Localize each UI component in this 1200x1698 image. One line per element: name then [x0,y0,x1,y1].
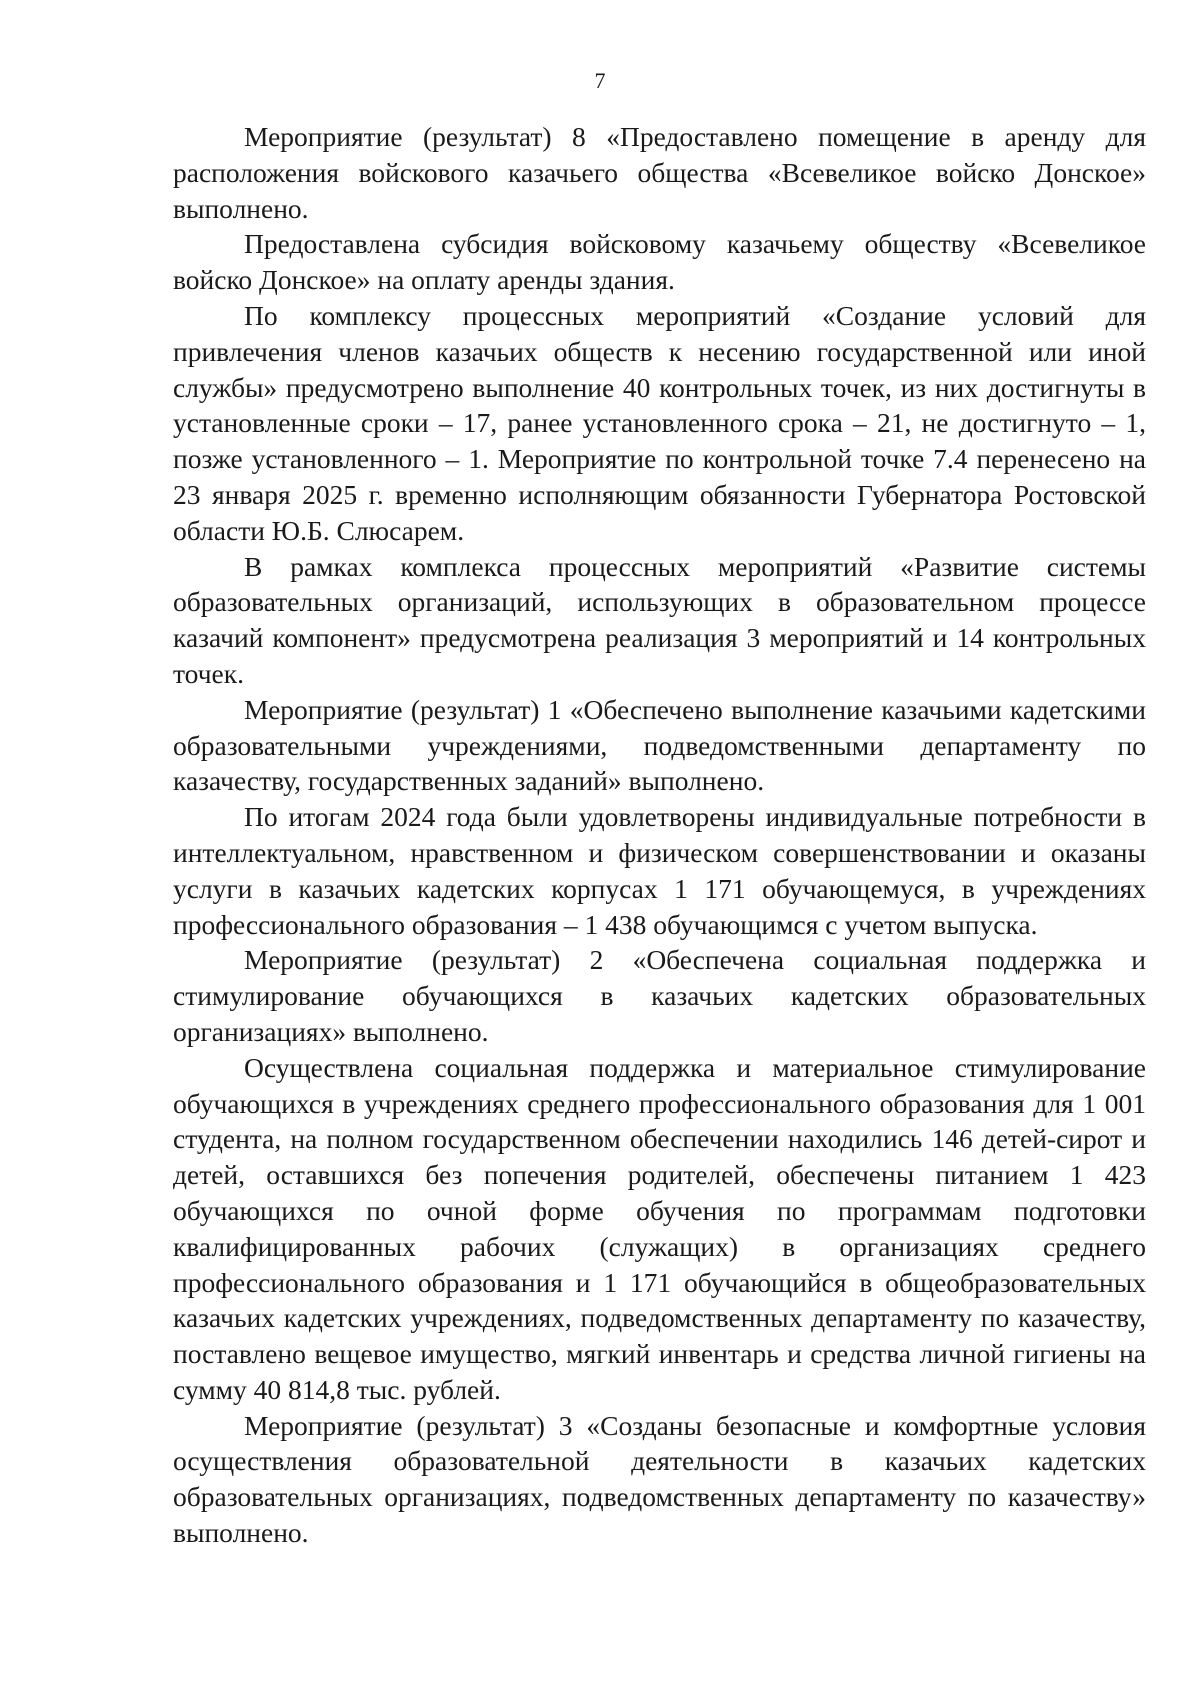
document-body [173,119,1146,1551]
paragraph-8: Осуществлена социальная поддержка и материальное стимулирование обучающихся в учреждениях среднего профессионального образования для 1 001 студента, на полном государственном обеспечении находились 146 детей-сирот и детей, оставшихся без попечения родителей, обеспечены питанием 1 423 обучающихся по очной форме обучения по программам подготовки квалифицированных рабочих (служащих) в организациях среднего профессионального образования и 1 171 обучающийся в общеобразовательных казачьих кадетских учреждениях, подведомственных департаменту по казачеству, поставлено вещевое имущество, мягкий инвентарь и средства личной гигиены на сумму 40 814,8 тыс. рублей. [173,1051,1146,1405]
paragraph-2: Предоставлена субсидия войсковому казачьему обществу «Всевеликое войско Донское» на оплату аренды здания. [173,228,1146,296]
paragraph-6: По итогам 2024 года были удовлетворены индивидуальные потребности в интеллектуальном, нравственном и физическом совершенствовании и оказаны услуги в казачьих кадетских корпусах 1 171 обучающемуся, в учреждениях профессионального образования – 1 438 обучающимся с учетом выпуска. [173,801,1146,940]
paragraph-7: Мероприятие (результат) 2 «Обеспечена социальная поддержка и стимулирование обучающихся в казачьих кадетских образовательных организациях» выполнено. [173,944,1146,1047]
paragraph-4: В рамках комплекса процессных мероприятий «Развитие системы образовательных организаций, использующих в образовательном процессе казачий компонент» предусмотрена реализация 3 мероприятий и 14 контрольных точек. [173,550,1146,689]
paragraph-5: Мероприятие (результат) 1 «Обеспечено выполнение казачьими кадетскими образовательными учреждениями, подведомственными департаменту по казачеству, государственных заданий» выполнено. [173,693,1146,797]
page-number: 7 [594,68,606,93]
paragraph-9: Мероприятие (результат) 3 «Созданы безопасные и комфортные условия осуществления образовательной деятельности в казачьих кадетских образовательных организациях, подведомственных департаменту по казачеству» выполнено. [173,1409,1146,1549]
paragraph-1: Мероприятие (результат) 8 «Предоставлено помещение в аренду для расположения войскового казачьего общества «Всевеликое войско Донское» выполнено. [173,121,1146,224]
paragraph-3: По комплексу процессных мероприятий «Создание условий для привлечения членов казачьих обществ к несению государственной или иной службы» предусмотрено выполнение 40 контрольных точек, из них достигнуты в установленные сроки – 17, ранее установленного срока – 21, не достигнуто – 1, позже установленного – 1. Мероприятие по контрольной точке 7.4 перенесено на 23 января 2025 г. временно исполняющим обязанности Губернатора Ростовской области Ю.Б. Слюсарем. [173,299,1146,546]
